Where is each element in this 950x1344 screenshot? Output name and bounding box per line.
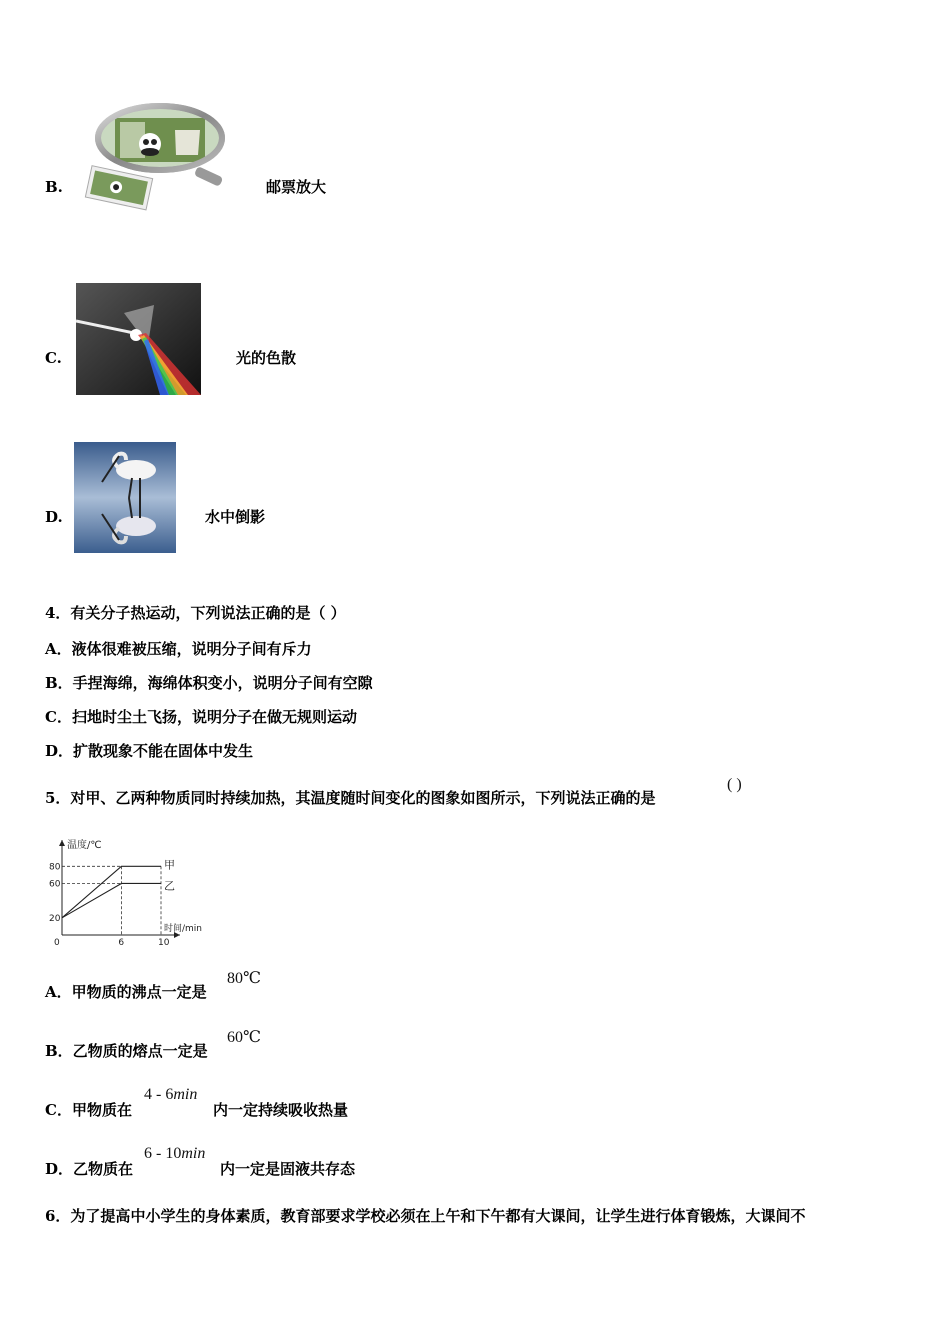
q5-option-c-label: C．甲物质在 xyxy=(45,1101,132,1119)
option-b-letter: B. xyxy=(45,178,63,196)
prism-dispersion-image xyxy=(76,283,201,395)
series-line-yi xyxy=(62,883,161,917)
y-tick-80: 80 xyxy=(49,862,61,873)
q5-option-b-math: 60℃ xyxy=(227,1029,261,1046)
y-axis-arrow xyxy=(59,840,65,846)
q4-option-b: B．手捏海绵，海绵体积变小，说明分子间有空隙 xyxy=(45,674,373,692)
series-label-yi: 乙 xyxy=(164,879,175,893)
q5-option-a-label: A．甲物质的沸点一定是 xyxy=(45,983,207,1001)
option-d-letter: D. xyxy=(45,508,63,526)
q6-stem: 6．为了提高中小学生的身体素质，教育部要求学校必须在上午和下午都有大课间，让学生进行体育锻炼，大课间不 xyxy=(45,1207,806,1225)
heron-reflection-image xyxy=(74,442,176,553)
x-tick-0: 0 xyxy=(54,938,60,947)
q5-option-d-range: 6 - 10 xyxy=(144,1145,182,1162)
series-line-jia xyxy=(62,866,161,918)
magnifier-stamp-image xyxy=(80,100,230,212)
q4-option-c: C．扫地时尘土飞扬，说明分子在做无规则运动 xyxy=(45,708,357,726)
q5-option-b-label: B．乙物质的熔点一定是 xyxy=(45,1042,208,1060)
q5-option-c-unit: min xyxy=(173,1086,198,1103)
temperature-time-chart xyxy=(40,832,215,947)
q5-stem: 5．对甲、乙两种物质同时持续加热，其温度随时间变化的图象如图所示，下列说法正确的是 xyxy=(45,789,656,807)
q5-option-d-math xyxy=(144,1145,205,1163)
q4-option-d: D．扩散现象不能在固体中发生 xyxy=(45,742,254,760)
series-label-jia: 甲 xyxy=(164,858,175,872)
q5-option-c-suffix: 内一定持续吸收热量 xyxy=(213,1101,349,1119)
q5-option-a-math: 80℃ xyxy=(227,970,261,987)
x-tick-10: 10 xyxy=(158,938,170,947)
option-c-letter: C. xyxy=(45,349,62,367)
q4-option-a: A．液体很难被压缩，说明分子间有斥力 xyxy=(45,640,312,658)
y-tick-60: 60 xyxy=(49,879,61,890)
q5-option-d-label: D．乙物质在 xyxy=(45,1160,134,1178)
x-tick-6: 6 xyxy=(118,938,125,947)
option-c-caption: 光的色散 xyxy=(236,349,297,367)
q5-option-d-unit: min xyxy=(181,1145,206,1162)
option-b-caption: 邮票放大 xyxy=(266,178,327,196)
y-tick-20: 20 xyxy=(49,913,61,924)
q5-answer-bracket: ( ) xyxy=(727,776,742,793)
x-axis-label: 时间/min xyxy=(164,924,203,934)
q5-option-d-suffix: 内一定是固液共存态 xyxy=(220,1160,356,1178)
q4-stem: 4．有关分子热运动，下列说法正确的是（ ） xyxy=(45,604,346,622)
q5-option-c-range: 4 - 6 xyxy=(144,1086,174,1103)
q5-option-c-math xyxy=(144,1086,197,1104)
y-axis-label: 温度/℃ xyxy=(67,840,102,851)
option-d-caption: 水中倒影 xyxy=(205,508,266,526)
